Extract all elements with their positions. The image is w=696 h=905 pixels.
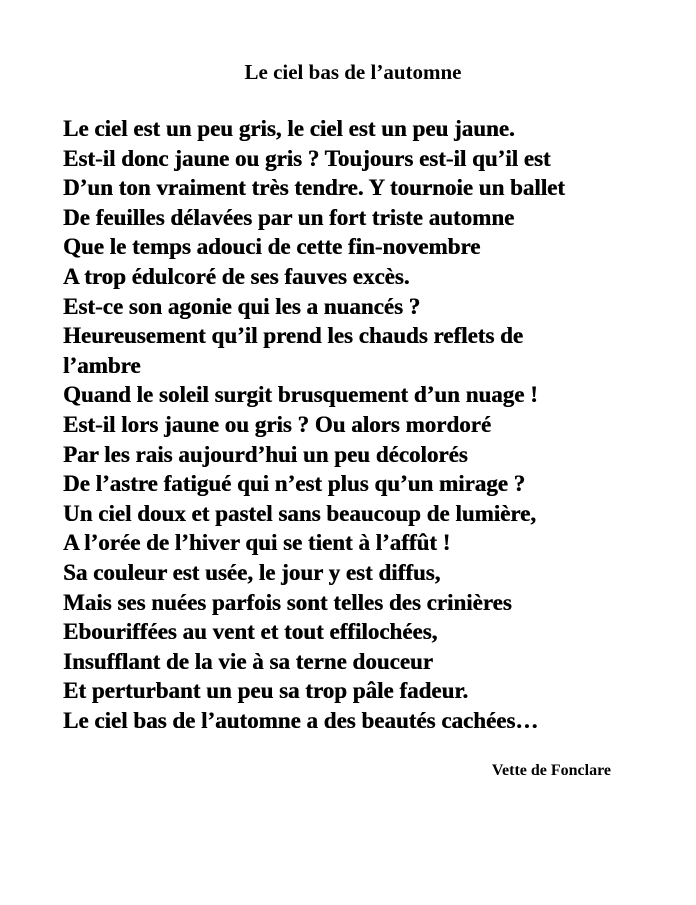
poem-line: l’ambre	[63, 352, 141, 378]
poem-line: A l’orée de l’hiver qui se tient à l’affût !	[63, 530, 451, 556]
poem-line: Mais ses nuées parfois sont telles des crinières	[63, 589, 512, 615]
poem-line: Et perturbant un peu sa trop pâle fadeur.	[63, 678, 469, 704]
poem-line: A trop édulcoré de ses fauves excès.	[63, 263, 410, 289]
poem-line: Sa couleur est usée, le jour y est diffus,	[63, 559, 441, 585]
poem-line: Est-il lors jaune ou gris ? Ou alors mordoré	[63, 411, 492, 437]
poem-line: D’un ton vraiment très tendre. Y tournoie un ballet	[63, 175, 565, 201]
poem-line: Insufflant de la vie à sa terne douceur	[63, 648, 433, 674]
poem-line: Est-il donc jaune ou gris ? Toujours est-il qu’il est	[63, 145, 551, 171]
poem-title: Le ciel bas de l’automne	[244, 60, 462, 84]
author-signature: Vette de Fonclare	[491, 762, 611, 779]
poem-line: Par les rais aujourd’hui un peu décolorés	[63, 441, 468, 467]
poem-line: Heureusement qu’il prend les chauds reflets de	[63, 323, 524, 349]
poem-line: Que le temps adouci de cette fin-novembre	[63, 234, 481, 260]
poem-line: Le ciel est un peu gris, le ciel est un peu jaune.	[63, 116, 515, 141]
poem-line: Le ciel bas de l’automne a des beautés cachées…	[63, 707, 539, 733]
poem-line: Est-ce son agonie qui les a nuancés ?	[63, 293, 421, 319]
poem-line: Ebouriffées au vent et tout effilochées,	[63, 619, 438, 645]
poem-line: De l’astre fatigué qui n’est plus qu’un mirage ?	[63, 471, 526, 497]
poem-line: Un ciel doux et pastel sans beaucoup de lumière,	[63, 500, 537, 526]
poem-line: Quand le soleil surgit brusquement d’un nuage !	[63, 382, 538, 408]
poem-line: De feuilles délavées par un fort triste automne	[63, 204, 515, 230]
poem-body	[63, 114, 683, 735]
